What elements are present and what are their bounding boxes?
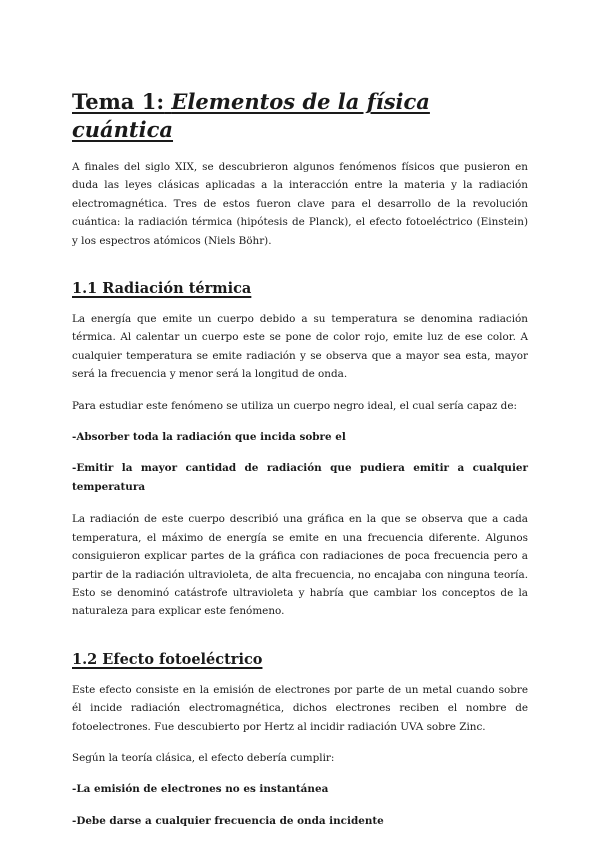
spacer bbox=[72, 446, 528, 459]
title-italic: Elementos de la física cuántica bbox=[72, 89, 430, 142]
spacer bbox=[72, 736, 528, 749]
spacer bbox=[72, 415, 528, 428]
bold-item: -Emitir la mayor cantidad de radiación que pudiera emitir a cualquier temperatura bbox=[72, 462, 528, 493]
bold-item: -La emisión de electrones no es instantánea bbox=[72, 783, 329, 796]
section-heading-fotoelectrico: 1.2 Efecto fotoeléctrico bbox=[72, 650, 263, 668]
title-prefix: Tema 1: bbox=[72, 89, 165, 114]
spacer bbox=[72, 621, 528, 649]
page-title bbox=[72, 88, 528, 144]
section-heading-radiacion: 1.1 Radiación térmica bbox=[72, 280, 252, 298]
paragraph: Para estudiar este fenómeno se utiliza un cuerpo negro ideal, el cual sería capaz de: bbox=[72, 399, 517, 412]
spacer bbox=[72, 384, 528, 397]
intro-paragraph: A finales del siglo XIX, se descubrieron algunos fenómenos físicos que pusieron en duda las leyes clásicas aplicadas a la interacción entre la materia y la radiación electromagnética. Tres de estos fueron clave para el desarrollo de la revolución cuántica: la radiación térmica (hipótesis de Planck), el efecto fotoeléctrico (Einstein) y los espectros atómicos (Niels Böhr). bbox=[72, 161, 528, 247]
spacer bbox=[72, 799, 528, 812]
bold-item: -Debe darse a cualquier frecuencia de onda incidente bbox=[72, 814, 384, 827]
bold-item: -Absorber toda la radiación que incida sobre el bbox=[72, 431, 346, 444]
spacer bbox=[72, 496, 528, 510]
paragraph: Este efecto consiste en la emisión de electrones por parte de un metal cuando sobre él incide radiación electromagnética, dichos electrones reciben el nombre de fotoelectrones. Fue descubierto por Hertz al incidir radiación UVA sobre Zinc. bbox=[72, 683, 528, 733]
paragraph: La energía que emite un cuerpo debido a su temperatura se denomina radiación térmica. Al calentar un cuerpo este se pone de color rojo, emite luz de ese color. A cualquier temperatura se emite radiación y se observa que a mayor sea esta, mayor será la frecuencia y menor será la longitud de onda. bbox=[72, 313, 528, 381]
spacer bbox=[72, 767, 528, 780]
spacer bbox=[72, 250, 528, 278]
paragraph: Según la teoría clásica, el efecto debería cumplir: bbox=[72, 751, 335, 764]
paragraph: La radiación de este cuerpo describió una gráfica en la que se observa que a cada temperatura, el máximo de energía se emite en una frecuencia diferente. Algunos consiguieron explicar partes de la gráfica con radiaciones de poca frecuencia pero a partir de la radiación ultravioleta, de alta frecuencia, no encajaba con ninguna teoría. Esto se denominó catástrofe ultravioleta y habría que cambiar los conceptos de la naturaleza para explicar este fenómeno. bbox=[72, 513, 528, 618]
